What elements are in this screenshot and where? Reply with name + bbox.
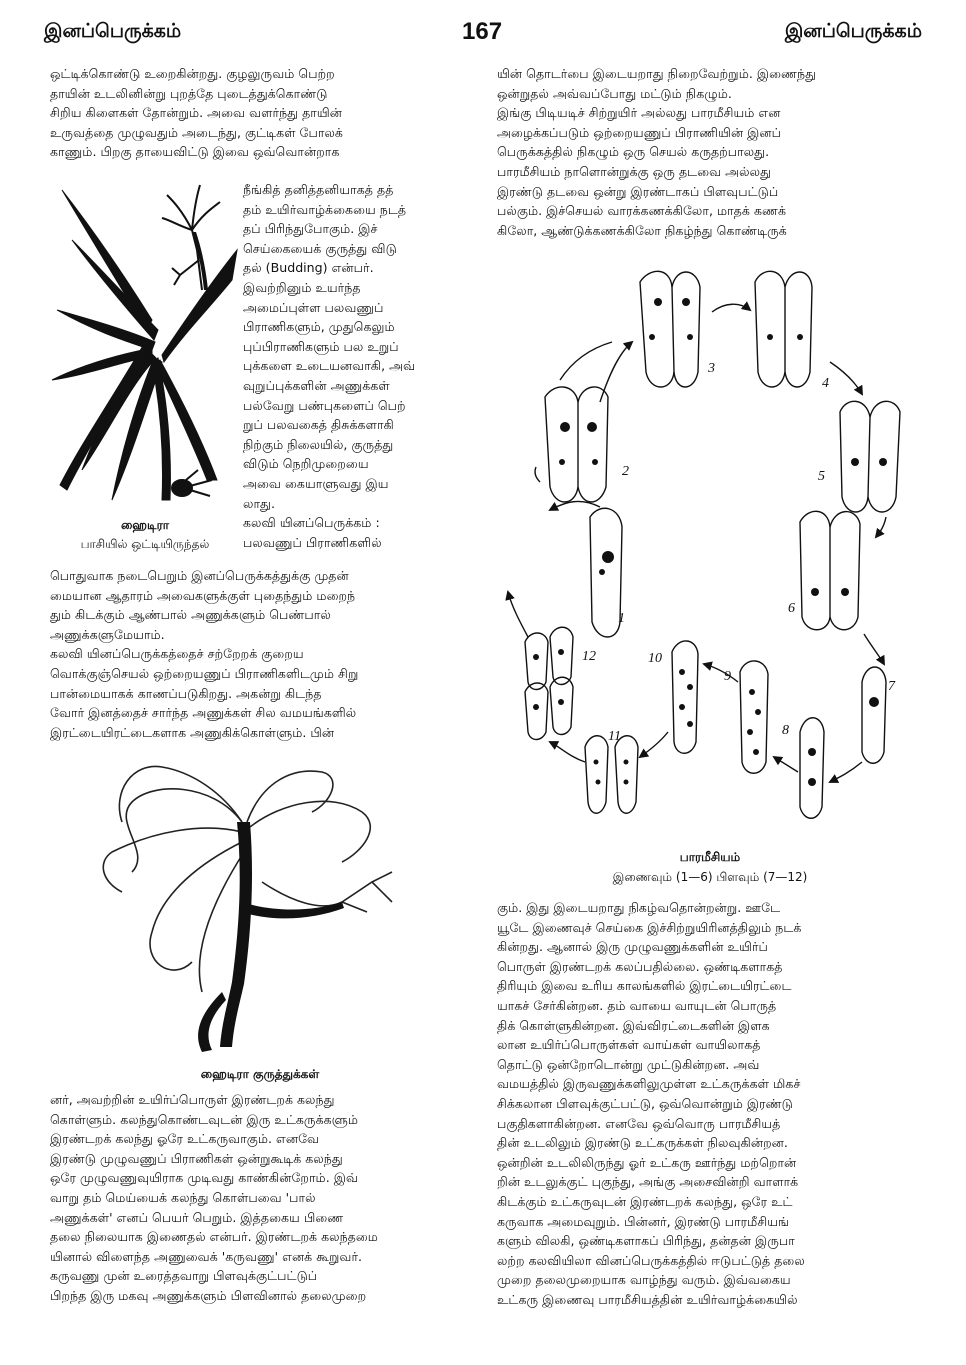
hydra-on-algae-figure [52,180,242,515]
running-head-left: இனப்பெருக்கம் [44,20,182,42]
paramecium-cycle-diagram [500,262,930,842]
page-header [0,18,966,54]
right-para-top: யின் தொடர்பை இடையறாது நிறைவேற்றும். இணைந்து ஒன்றுதல் அவ்வப்போது மட்டும் நிகழும். இங்கு பிடியடிச் சிற்றுயிர் அல்லது பாரமீசியம் என அழைக்கப்படும் ஒற்றையணுப் பிராணியின் இனப் பெருக்கத்தில் நிகழும் ஒரு செயல் கருதற்பாலது. பாரமீசியம் நாளொன்றுக்கு ஒரு தடவை அல்லது இரண்டு தடவை ஒன்று இரண்டாகப் பிளவுபட்டுப் பல்கும். இச்செயல் வாரக்கணக்கிலோ, மாதக் கணக் கிலோ, ஆண்டுக்கணக்கிலோ நிகழ்ந்து கொண்டிருக் [497,66,817,238]
left-para-middle: பொதுவாக நடைபெறும் இனப்பெருக்கத்துக்கு முதன் மையான ஆதாரம் அவைகளுக்குள் புதைந்தும் மறைந் தும் கிடக்கும் ஆண்பால் அணுக்களும் பெண்பால் அணுக்களுமேயாம். கலவி யினப்பெருக்கத்தைச் சற்றேறக் குறைய வொக்குஞ்செயல் ஒற்றையணுப் பிராணிகளிடமும் சிறு பான்மையாகக் காணப்படுகிறது. அகன்று கிடந்த வோர் இனத்தைச் சார்ந்த அணுக்கள் சில வமயங்களில் இரட்டையிரட்டைகளாக அணுகிக்கொள்ளும். பின் [50,568,359,740]
figure1-caption-subtitle: பாசியில் ஒட்டியிருந்தல் [80,537,210,551]
stage-label-9: 9 [724,669,731,684]
figure3-caption-subtitle: இணைவும் (1—6) பிளவும் (7—12) [612,870,808,884]
figure3-caption-title: பாரமீசியம் [679,850,741,864]
stage-label-11: 11 [608,729,621,744]
stage-label-1: 1 [618,611,625,626]
hydra-buds-figure [92,762,422,1062]
running-head-right: இனப்பெருக்கம் [784,20,922,42]
stage-label-10: 10 [648,651,662,666]
right-para-bottom: கும். இது இடையறாது நிகழ்வதொன்றன்று. ஊடே யூடே இணைவுச் செய்கை இச்சிற்றுயிரினத்திலும் நடக் கின்றது. ஆனால் இரு முழுவணுக்களின் உயிர்ப் பொருள் இரண்டறக் கலப்பதில்லை. ஒண்டிகளாகத் திரியும் இவை உரிய காலங்களில் இரட்டையிரட்டை யாகச் சேர்கின்றன. தம் வாயை வாயுடன் பொருத் திக் கொள்ளுகின்றன. இவ்விரட்டைகளின் இளக லான உயிர்ப்பொருள்கள் வாய்கள் வாயிலாகத் தொட்டு ஒன்றோடொன்று முட்டுகின்றன. அவ் வமயத்தில் இருவணுக்களிலுமுள்ள உட்கருக்கள் மிகச் சிக்கலான பிளவுக்குட்பட்டு, ஒவ்வொன்றும் இரண்டு பகுதிகளாகின்றன. எனவே ஒவ்வொரு பாரமீசியத் தின் உடலிலும் இரண்டு உட்கருக்கள் நிலவுகின்றன. ஒன்றின் உடலிலிருந்து ஓர் உட்கரு ஊர்ந்து மற்றொன் றின் உடலுக்குட் புகுந்து, அங்கு அசைவின்றி வாளாக் கிடக்கும் உட்கருவுடன் இரண்டறக் கலந்து, ஒரே உட் கருவாக அமைவுறும். பின்னர், இரண்டு பாரமீசியங் களும் விலகி, ஒண்டிகளாகப் பிரிந்து, தன்தன் இருபா லற்ற கலவியிலா வினப்பெருக்கத்தில் ஈடுபட்டுத் தலை முறை தலைமுறையாக வாழ்ந்து வரும். இவ்வகைய உட்கரு இணைவு பாரமீசியத்தின் உயிர்வாழ்க்கையில் [497,900,805,1307]
left-para-bottom: னர், அவற்றின் உயிர்ப்பொருள் இரண்டறக் கலந்து கொள்ளும். கலந்துகொண்டவுடன் இரு உட்கருக்களும் இரண்டறக் கலந்து ஓரே உட்கருவாகும். எனவே இரண்டு முழுவணுப் பிராணிகள் ஒன்றுகூடிக் கலந்து ஒரே முழுவணுவுயிராக முடிவது காண்கின்றோம். இவ் வாறு தம் மெய்யைக் கலந்து கொள்பவை 'பால் அணுக்கள்' எனப் பெயர் பெறும். இத்தகைய பிணை தலை நிலையாக இணைதல் என்பர். இரண்டறக் கலந்தமை யினால் விளைந்த அணுவைக் 'கருவணு' எனக் கூறுவர். கருவணு முன் உரைத்தவாறு பிளவுக்குட்பட்டுப் பிறந்த இரு மகவு அணுக்களும் பிளவினால் தலைமுறை [50,1092,378,1303]
figure2-caption: ஹைடிரா குருத்துக்கள் [200,1067,320,1081]
stage-label-4: 4 [822,376,829,391]
stage-label-7: 7 [888,679,895,694]
page-number: 167 [462,18,503,45]
stage-label-6: 6 [788,601,795,616]
stage-label-5: 5 [818,469,825,484]
stage-label-2: 2 [622,464,629,479]
stage-label-3: 3 [708,361,715,376]
left-para-budding: நீங்கித் தனித்தனியாகத் தத் தம் உயிர்வாழ்க்கையை நடத் தப் பிரிந்துபோகும். இச் செய்கையைக் குருத்து விடு தல் (Budding) என்பர். இவற்றினும் உயர்ந்த அமைப்புள்ள பலவணுப் பிராணிகளும், முதுகெலும் புப்பிராணிகளும் பல உறுப் புக்களை உடையனவாகி, அவ் வுறுப்புக்களின் அணுக்கள் பல்வேறு பண்புகளைப் பெற் றுப் பலவகைத் திசுக்களாகி நிற்கும் நிலையில், குருத்து விடும் நெறிமுறையை அவை கையாளுவது இய லாது. கலவி யினப்பெருக்கம் : பலவணுப் பிராணிகளில் [243,182,416,550]
stage-label-12: 12 [582,649,596,664]
left-para-top: ஒட்டிக்கொண்டு உறைகின்றது. குழலுருவம் பெற்ற தாயின் உடலினின்று புறத்தே புடைத்துக்கொண்டு சிறிய கிளைகள் தோன்றும். அவை வளர்ந்து தாயின் உருவத்தை முழுவதும் அடைந்து, குட்டிகள் போலக் காணும். பிறகு தாயைவிட்டு இவை ஒவ்வொன்றாக [50,66,343,160]
figure1-caption-title: ஹைடிரா [120,518,170,532]
stage-label-8: 8 [782,723,789,738]
